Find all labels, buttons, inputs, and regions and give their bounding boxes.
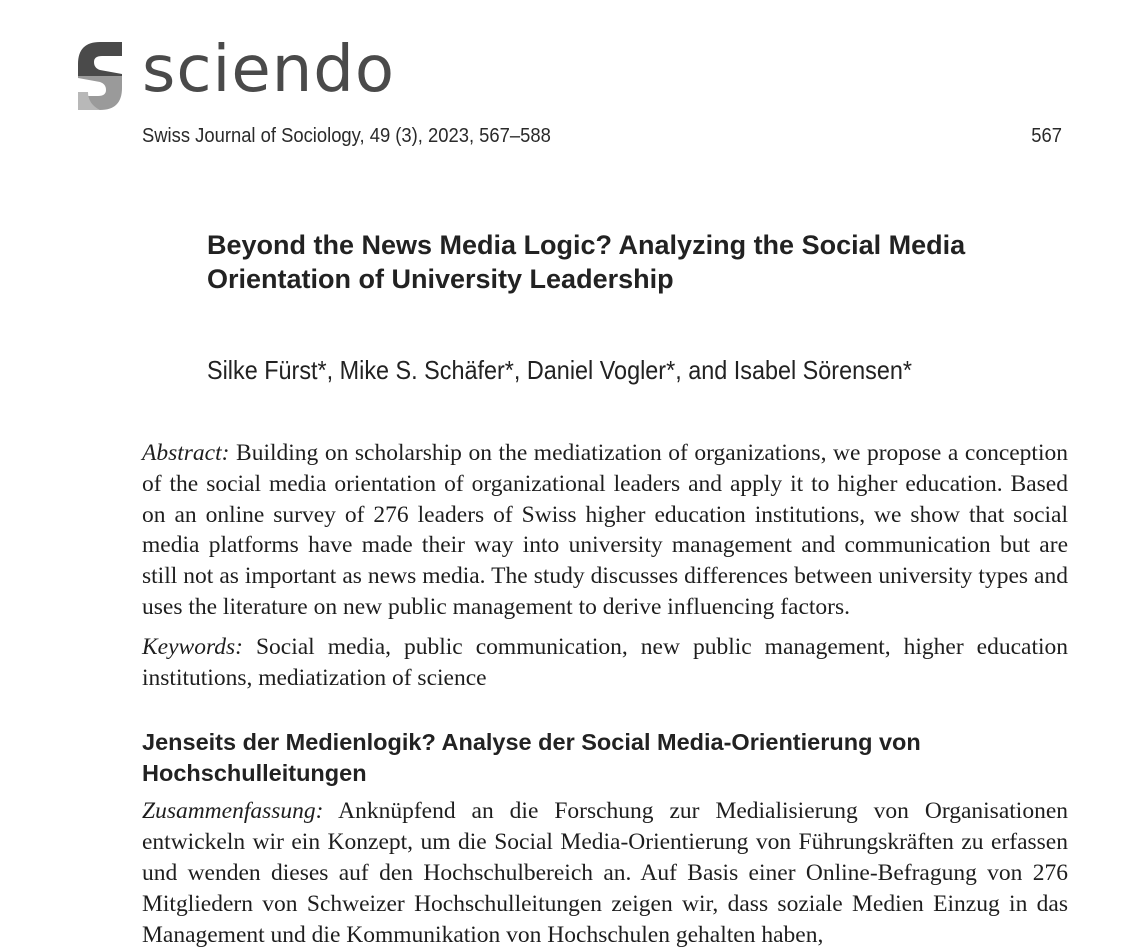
publisher-name: sciendo [142,33,396,107]
german-abstract-label: Zusammenfassung: [142,798,324,824]
abstract-label: Abstract: [142,440,230,466]
keywords-text: Social media, public communication, new public management, higher education institutions, mediatization of science [142,633,1068,691]
abstract-text: Building on scholarship on the mediatization of organizations, we propose a conception of the social media orientation of organizational leaders and apply it to higher education. Based on an online survey of 276 leaders of Swiss higher education institutions, we show that social media platforms have made their way into university management and communication but are still not as important as news media. The study discusses differences between university types and uses the literature on new public management to derive influencing factors. [142,440,1068,620]
keywords-label: Keywords: [142,633,243,660]
abstract-paragraph [142,438,1068,623]
journal-citation: Swiss Journal of Sociology, 49 (3), 2023, 567–588 [142,125,551,147]
german-abstract-section [142,796,1068,950]
publisher-logo[interactable] [76,33,396,112]
german-abstract-text: Anknüpfend an die Forschung zur Medialisierung von Organisationen entwickeln wir ein Konzept, um die Social Media-Orientierung von Führungskräften zu erfassen und wenden dieses auf den Hochschulbereich an. Auf Basis einer Online-Befragung von 276 Mitgliedern von Schweizer Hochschulleitungen zeigen wir, dass soziale Medien Einzug in das Management und die Kommunikation von Hochschulen gehalten haben, [142,798,1068,948]
page-number: 567 [1031,125,1062,147]
abstract-section [142,438,1068,693]
keywords-paragraph [142,632,1068,694]
author-list: Silke Fürst*, Mike S. Schäfer*, Daniel Vogler*, and Isabel Sörensen* [207,355,912,385]
sciendo-s-icon [76,40,124,112]
running-head [142,125,1062,148]
article-title: Beyond the News Media Logic? Analyzing the Social Media Orientation of University Leadership [207,230,966,294]
german-title: Jenseits der Medienlogik? Analyse der Social Media-Orientierung von Hochschulleitungen [142,729,921,786]
german-abstract-paragraph [142,796,1068,950]
